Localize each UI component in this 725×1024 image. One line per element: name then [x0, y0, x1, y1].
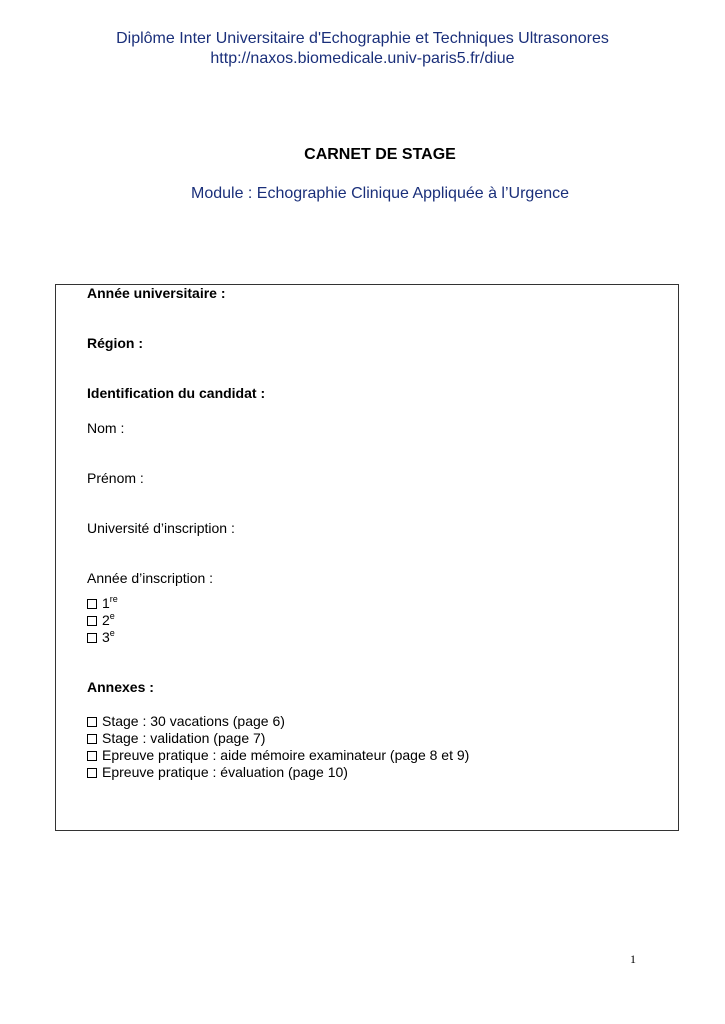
universite-label: Université d’inscription : [87, 520, 235, 536]
annex-2-label: Stage : validation (page 7) [102, 730, 266, 746]
year-2-number: 2 [102, 612, 110, 628]
checkbox-annex-4[interactable] [87, 768, 97, 778]
year-1-number: 1 [102, 595, 110, 611]
program-url: http://naxos.biomedicale.univ-paris5.fr/diue [210, 50, 515, 67]
checkbox-year-3[interactable] [87, 633, 97, 643]
annex-3-label: Epreuve pratique : aide mémoire examinateur (page 8 et 9) [102, 747, 470, 763]
nom-label: Nom : [87, 420, 125, 436]
annex-4-label: Epreuve pratique : évaluation (page 10) [102, 764, 348, 780]
annee-inscription-label: Année d’inscription : [87, 570, 214, 586]
year-3-suffix: e [109, 628, 115, 638]
checkbox-year-2[interactable] [87, 616, 97, 626]
year-option-1[interactable] [87, 595, 118, 612]
checkbox-annex-3[interactable] [87, 751, 97, 761]
page-number: 1 [630, 952, 636, 966]
annee-universitaire-label: Année universitaire : [87, 285, 226, 301]
annex-item-evaluation[interactable] [87, 764, 348, 781]
year-1-suffix: re [109, 594, 118, 604]
checkbox-annex-1[interactable] [87, 717, 97, 727]
program-title: Diplôme Inter Universitaire d'Echographie et Techniques Ultrasonores [116, 30, 609, 47]
checkbox-annex-2[interactable] [87, 734, 97, 744]
annex-item-stage-validation[interactable] [87, 730, 265, 747]
annex-item-aide-memoire[interactable] [87, 747, 469, 764]
year-option-2[interactable] [87, 612, 115, 629]
prenom-label: Prénom : [87, 470, 144, 486]
annexes-label: Annexes : [87, 679, 154, 695]
year-2-suffix: e [109, 611, 115, 621]
identification-label: Identification du candidat : [87, 385, 266, 401]
year-3-number: 3 [102, 629, 110, 645]
document-title: CARNET DE STAGE [304, 146, 456, 163]
module-title: Module : Echographie Clinique Appliquée à l’Urgence [190, 185, 570, 202]
year-option-3[interactable] [87, 629, 115, 646]
region-label: Région : [87, 335, 143, 351]
annex-1-label: Stage : 30 vacations (page 6) [102, 713, 285, 729]
checkbox-year-1[interactable] [87, 599, 97, 609]
annex-item-stage-vacations[interactable] [87, 713, 285, 730]
